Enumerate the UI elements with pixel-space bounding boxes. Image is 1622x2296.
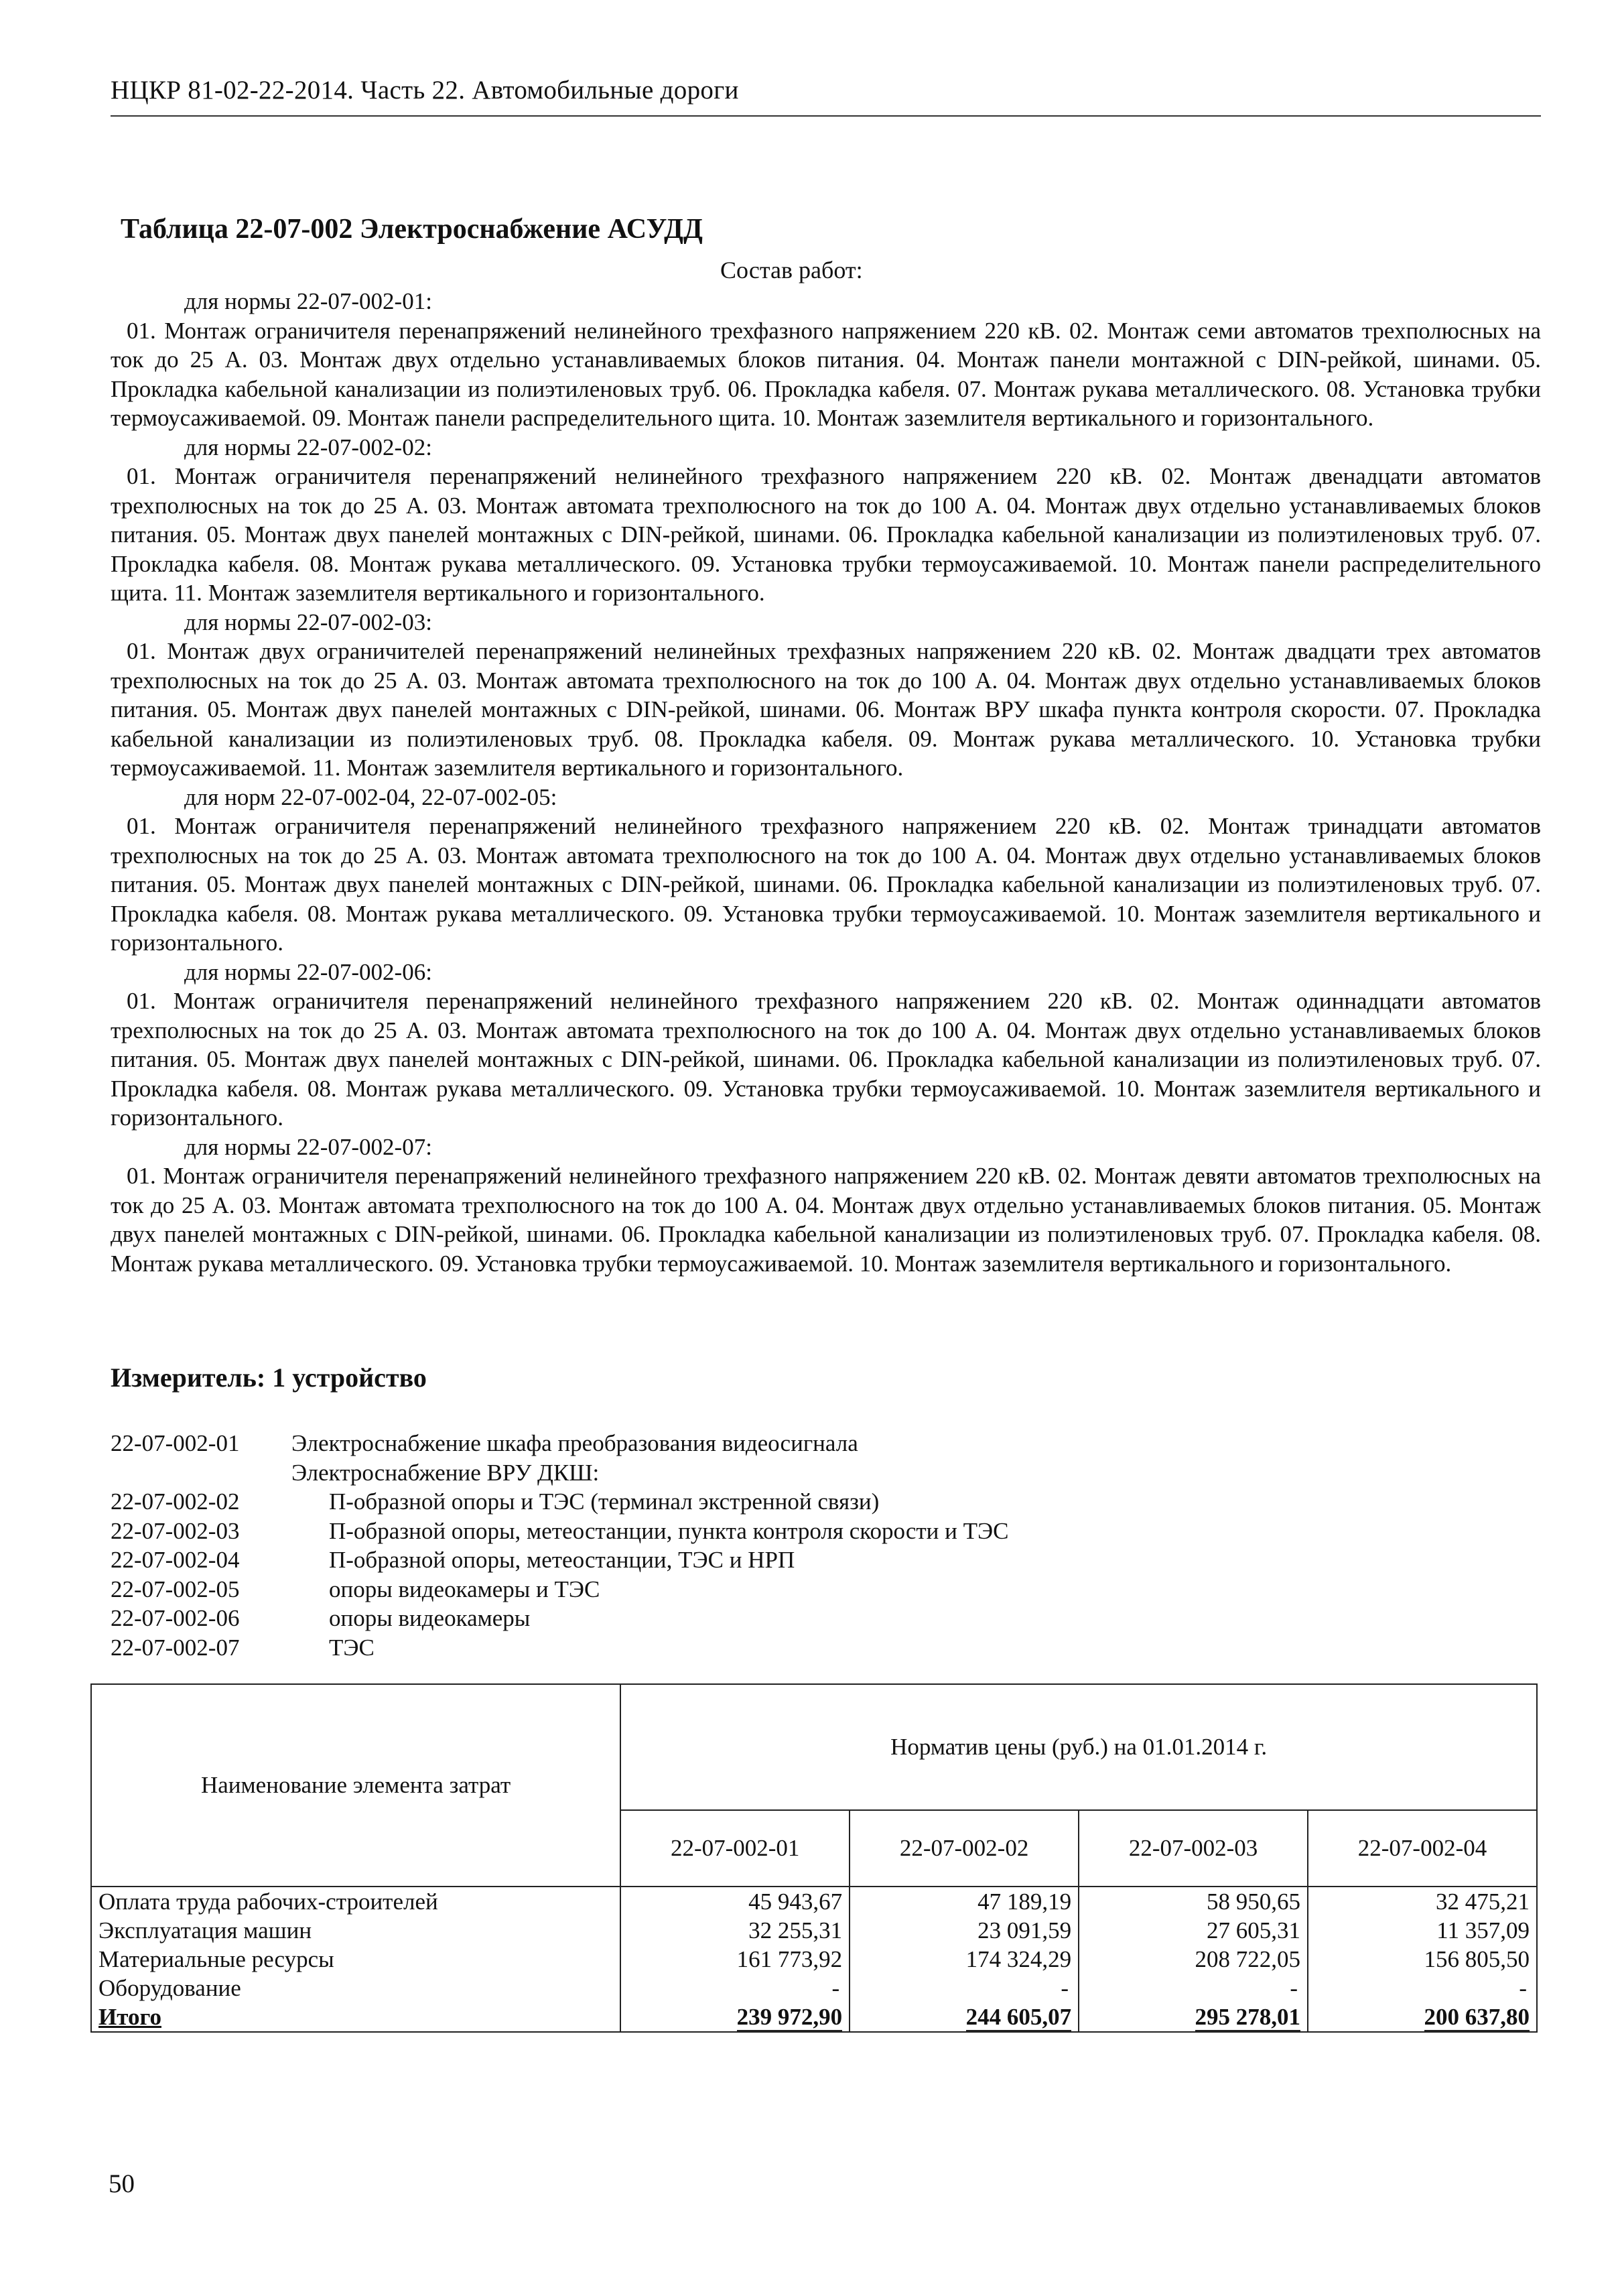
- total-label: Итого: [91, 2002, 620, 2032]
- work-composition: [111, 287, 1541, 1278]
- column-header: 22-07-002-02: [850, 1810, 1079, 1887]
- row-label: Эксплуатация машин: [91, 1916, 620, 1945]
- cell-value: 45 943,67: [620, 1887, 850, 1916]
- cell-value: 11 357,09: [1308, 1916, 1537, 1945]
- measure-unit: Измеритель: 1 устройство: [111, 1362, 427, 1393]
- cell-value: 23 091,59: [850, 1916, 1079, 1945]
- total-cell: [1079, 2002, 1308, 2032]
- list-item: [111, 1517, 1008, 1546]
- norm-label: для нормы 22-07-002-06:: [184, 958, 432, 985]
- total-cell: [620, 2002, 850, 2032]
- norm-code: 22-07-002-03: [111, 1517, 240, 1544]
- norm-description: опоры видеокамеры и ТЭС: [329, 1576, 600, 1602]
- column-header: 22-07-002-03: [1079, 1810, 1308, 1887]
- total-value: 244 605,07: [966, 2004, 1072, 2032]
- cell-value: -: [620, 1974, 850, 2002]
- norm-code: 22-07-002-06: [111, 1605, 240, 1631]
- norm-code: 22-07-002-07: [111, 1634, 240, 1661]
- cell-value: 32 255,31: [620, 1916, 850, 1945]
- list-item: [111, 1604, 1008, 1633]
- cell-value: -: [1308, 1974, 1537, 2002]
- norm-label: для нормы 22-07-002-01:: [184, 288, 432, 314]
- cell-value: -: [1079, 1974, 1308, 2002]
- list-item: [111, 1458, 1008, 1488]
- norm-label: для норм 22-07-002-04, 22-07-002-05:: [184, 783, 557, 810]
- norm-description: Электроснабжение ВРУ ДКШ:: [291, 1459, 600, 1486]
- list-item: [111, 1633, 1008, 1663]
- column-header: 22-07-002-01: [620, 1810, 850, 1887]
- row-label: Материальные ресурсы: [91, 1945, 620, 1974]
- row-label: Оплата труда рабочих-строителей: [91, 1887, 620, 1916]
- header-rule: [111, 115, 1541, 117]
- norm-label: для нормы 22-07-002-03:: [184, 609, 432, 635]
- norm-label: для нормы 22-07-002-02:: [184, 434, 432, 460]
- cell-value: 156 805,50: [1308, 1945, 1537, 1974]
- norm-text: 01. Монтаж ограничителя перенапряжений нелинейного трехфазного напряжением 220 кВ. 02. Монтаж тринадцати автоматов трехполюсных на ток до 25 А. 03. Монтаж автомата трехполюсного на ток до 100 А. 04. Монтаж двух отдельно устанавливаемых блоков питания. 05. Монтаж двух панелей монтажных с DIN-рейкой, шинами. 06. Прокладка кабельной канализации из полиэтиленовых труб. 07. Прокладка кабеля. 08. Монтаж рукава металлического. 09. Установка трубки термоусаживаемой. 10. Монтаж заземлителя вертикального и горизонтального.: [111, 813, 1541, 956]
- total-cell: [1308, 2002, 1537, 2032]
- cell-value: 58 950,65: [1079, 1887, 1308, 1916]
- norm-code-list: [111, 1429, 1008, 1662]
- total-row: [91, 2002, 1537, 2032]
- total-value: 200 637,80: [1424, 2004, 1530, 2032]
- cell-value: 27 605,31: [1079, 1916, 1308, 1945]
- list-item: [111, 1575, 1008, 1604]
- cell-value: 174 324,29: [850, 1945, 1079, 1974]
- page-number: 50: [109, 2169, 135, 2198]
- norm-code: 22-07-002-05: [111, 1576, 240, 1602]
- cell-value: -: [850, 1974, 1079, 2002]
- total-value: 239 972,90: [737, 2004, 843, 2032]
- norm-code: [111, 1458, 291, 1488]
- norm-text: 01. Монтаж ограничителя перенапряжений нелинейного трехфазного напряжением 220 кВ. 02. Монтаж одиннадцати автоматов трехполюсных на ток до 25 А. 03. Монтаж автомата трехполюсного на ток до 100 А. 04. Монтаж двух отдельно устанавливаемых блоков питания. 05. Монтаж двух панелей монтажных с DIN-рейкой, шинами. 06. Прокладка кабельной канализации из полиэтиленовых труб. 07. Прокладка кабеля. 08. Монтаж рукава металлического. 09. Установка трубки термоусаживаемой. 10. Монтаж заземлителя вертикального и горизонтального.: [111, 988, 1541, 1131]
- norm-description: Электроснабжение шкафа преобразования видеосигнала: [291, 1430, 858, 1456]
- norm-description: П-образной опоры, метеостанции, пункта контроля скорости и ТЭС: [329, 1517, 1009, 1544]
- norm-text: 01. Монтаж ограничителя перенапряжений нелинейного трехфазного напряжением 220 кВ. 02. Монтаж девяти автоматов трехполюсных на ток до 25 А. 03. Монтаж автомата трехполюсного на ток до 100 А. 04. Монтаж двух отдельно устанавливаемых блоков питания. 05. Монтаж двух панелей монтажных с DIN-рейкой, шинами. 06. Прокладка кабельной канализации из полиэтиленовых труб. 07. Прокладка кабеля. 08. Монтаж рукава металлического. 09. Установка трубки термоусаживаемой. 10. Монтаж заземлителя вертикального и горизонтального.: [111, 1163, 1541, 1277]
- norm-code: 22-07-002-02: [111, 1488, 240, 1515]
- norm-code: 22-07-002-04: [111, 1547, 240, 1573]
- norm-label: для нормы 22-07-002-07:: [184, 1133, 432, 1160]
- running-header: НЦКР 81-02-22-2014. Часть 22. Автомобильные дороги: [111, 76, 739, 105]
- norm-text: 01. Монтаж ограничителя перенапряжений нелинейного трехфазного напряжением 220 кВ. 02. Монтаж семи автоматов трехполюсных на ток до 25 А. 03. Монтаж двух отдельно устанавливаемых блоков питания. 04. Монтаж панели монтажной с DIN-рейкой, шинами. 05. Прокладка кабельной канализации из полиэтиленовых труб. 06. Прокладка кабеля. 07. Монтаж рукава металлического. 08. Установка трубки термоусаживаемой. 09. Монтаж панели распределительного щита. 10. Монтаж заземлителя вертикального и горизонтального.: [111, 317, 1541, 431]
- price-header: Норматив цены (руб.) на 01.01.2014 г.: [620, 1684, 1537, 1810]
- cell-value: 208 722,05: [1079, 1945, 1308, 1974]
- norm-text: 01. Монтаж ограничителя перенапряжений нелинейного трехфазного напряжением 220 кВ. 02. Монтаж двенадцати автоматов трехполюсных на ток до 25 А. 03. Монтаж автомата трехполюсного на ток до 100 А. 04. Монтаж двух отдельно устанавливаемых блоков питания. 05. Монтаж двух панелей монтажных с DIN-рейкой, шинами. 06. Прокладка кабельной канализации из полиэтиленовых труб. 07. Прокладка кабеля. 08. Монтаж рукава металлического. 09. Установка трубки термоусаживаемой. 10. Монтаж панели распределительного щита. 11. Монтаж заземлителя вертикального и горизонтального.: [111, 463, 1541, 606]
- row-label: Оборудование: [91, 1974, 620, 2002]
- table-row: [91, 1916, 1537, 1945]
- cell-value: 32 475,21: [1308, 1887, 1537, 1916]
- norm-description: П-образной опоры, метеостанции, ТЭС и НРП: [329, 1547, 795, 1573]
- list-item: [111, 1545, 1008, 1575]
- list-item: [111, 1487, 1008, 1517]
- table-title: Таблица 22-07-002 Электроснабжение АСУДД: [121, 214, 703, 245]
- column-header: 22-07-002-04: [1308, 1810, 1537, 1887]
- cell-value: 47 189,19: [850, 1887, 1079, 1916]
- table-row: [91, 1974, 1537, 2002]
- total-cell: [850, 2002, 1079, 2032]
- table-row: [91, 1887, 1537, 1916]
- total-value: 295 278,01: [1195, 2004, 1301, 2032]
- norm-code: 22-07-002-01: [111, 1430, 240, 1456]
- list-item: [111, 1429, 1008, 1458]
- cost-table: [90, 1683, 1538, 2033]
- cell-value: 161 773,92: [620, 1945, 850, 1974]
- composition-label: Состав работ:: [720, 257, 863, 283]
- norm-description: опоры видеокамеры: [329, 1605, 531, 1631]
- table-row: [91, 1945, 1537, 1974]
- norm-description: П-образной опоры и ТЭС (терминал экстренной связи): [329, 1488, 880, 1515]
- norm-text: 01. Монтаж двух ограничителей перенапряжений нелинейных трехфазных напряжением 220 кВ. 02. Монтаж двадцати трех автоматов трехполюсных на ток до 25 А. 03. Монтаж автомата трехполюсного на ток до 100 А. 04. Монтаж двух отдельно устанавливаемых блоков питания. 05. Монтаж двух панелей монтажных с DIN-рейкой, шинами. 06. Монтаж ВРУ шкафа пункта контроля скорости. 07. Прокладка кабельной канализации из полиэтиленовых труб. 08. Прокладка кабеля. 09. Монтаж рукава металлического. 10. Установка трубки термоусаживаемой. 11. Монтаж заземлителя вертикального и горизонтального.: [111, 638, 1541, 781]
- name-column-header: Наименование элемента затрат: [91, 1684, 620, 1887]
- norm-description: ТЭС: [329, 1634, 375, 1661]
